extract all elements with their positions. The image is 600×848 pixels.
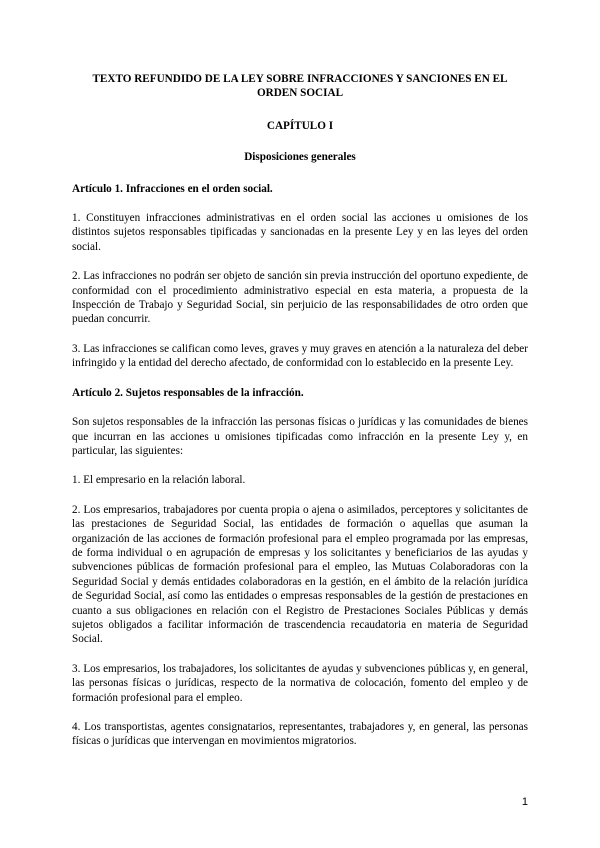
article-2-item-2: 2. Los empresarios, trabajadores por cuenta propia o ajena o asimilados, perceptores y solicitantes de las prestaciones de Seguridad Social, las entidades de formación o aquellas que asuman la organización de las acciones de formación profesional para el empleo programada por las empresas, de forma individual o en agrupación de empresas y los solicitantes y beneficiarios de las ayudas y subvenciones públicas de formación profesional para el empleo, las Mutuas Colaboradoras con la Seguridad Social y demás entidades colaboradoras en la gestión, en el ámbito de la relación jurídica de Seguridad Social, así como las entidades o empresas responsables de la gestión de prestaciones en cuanto a sus obligaciones en relación con el Registro de Prestaciones Sociales Públicas y demás sujetos obligados a facilitar información de trascendencia recaudatoria en materia de Seguridad Social. — [72, 503, 528, 646]
page-number: 1 — [521, 796, 528, 808]
article-2-intro: Son sujetos responsables de la infracción las personas físicas o jurídicas y las comunidades de bienes que incurran en las acciones u omisiones tipificadas como infracción en la presente Ley y, en particular, las siguientes: — [72, 416, 528, 457]
chapter-heading: CAPÍTULO I — [266, 119, 334, 132]
article-1-paragraph-3: 3. Las infracciones se califican como leves, graves y muy graves en atención a la naturaleza del deber infringido y la entidad del derecho afectado, de conformidad con lo establecido en la presente Ley. — [72, 342, 528, 370]
article-1-paragraph-1: 1. Constituyen infracciones administrativas en el orden social las acciones u omisiones de los distintos sujetos responsables tipificadas y sancionadas en la presente Ley y en las leyes del orden social. — [72, 212, 528, 253]
document-page — [72, 72, 528, 764]
article-2-item-4: 4. Los transportistas, agentes consignatarios, representantes, trabajadores y, en general, las personas físicas o jurídicas que intervengan en movimientos migratorios. — [72, 721, 528, 748]
article-2-heading: Artículo 2. Sujetos responsables de la infracción. — [72, 386, 304, 399]
article-1-paragraph-2: 2. Las infracciones no podrán ser objeto de sanción sin previa instrucción del oportuno expediente, de conformidad con el procedimiento administrativo especial en esta materia, a propuesta de la Inspección de Trabajo y Seguridad Social, sin perjuicio de las responsabilidades de otro orden que puedan concurrir. — [72, 270, 528, 326]
article-2-item-1: 1. El empresario en la relación laboral. — [72, 474, 246, 487]
article-1-heading: Artículo 1. Infracciones en el orden social. — [72, 182, 273, 195]
document-title: TEXTO REFUNDIDO DE LA LEY SOBRE INFRACCIONES Y SANCIONES EN EL ORDEN SOCIAL — [92, 73, 508, 100]
section-heading: Disposiciones generales — [244, 151, 356, 164]
article-2-item-3: 3. Los empresarios, los trabajadores, los solicitantes de ayudas y subvenciones públicas y, en general, las personas físicas o jurídicas, respecto de la normativa de colocación, fomento del empleo y de formación profesional para el empleo. — [72, 662, 528, 704]
